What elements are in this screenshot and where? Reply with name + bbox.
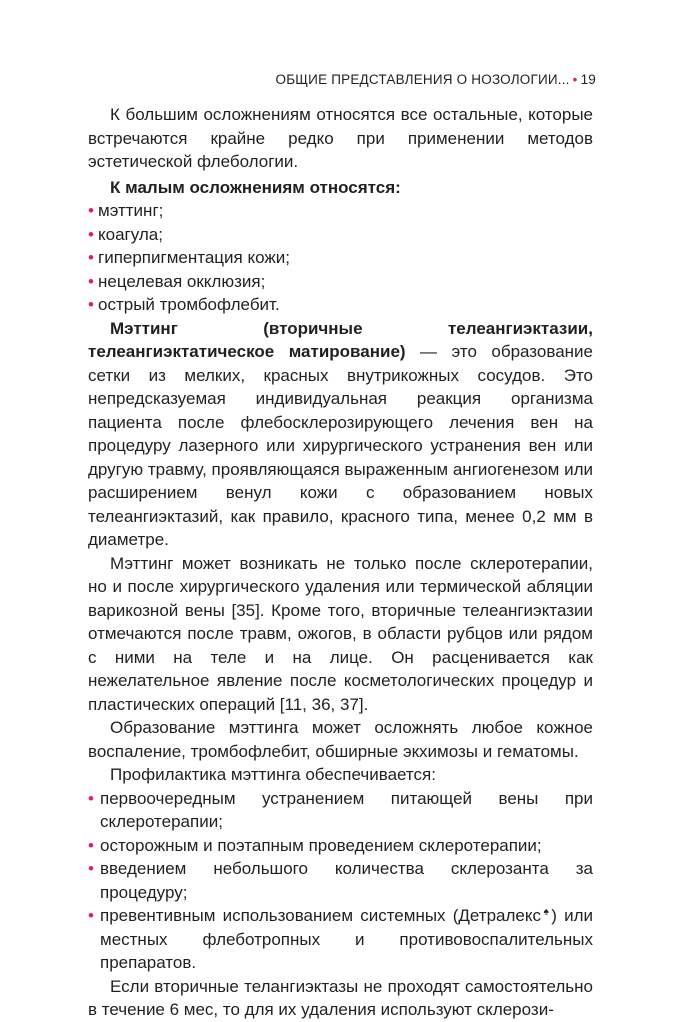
list-item-text: превентивным использованием системных (Детралекс [100,906,541,925]
paragraph-prevention-intro: Профилактика мэттинга обеспечивается: [110,765,436,784]
bullet-icon: • [88,835,94,855]
paragraph-secondary-telangiectasia-treatment: Если вторичные телангиэктазы не проходят самостоятельно в течение 6 мес, то для их удаления используют склерози- [88,976,593,1019]
matting-term: Мэттинг (вторичные телеангиэктазии, телеангиэктатическое матирование) [88,318,593,361]
list-item [88,223,593,247]
body-text [88,103,593,1022]
matting-definition-text: — это образование сетки из мелких, красных внутрикожных сосудов. Это непредсказуемая индивидуальная реакция организма пациента после флебосклерозирующего лечения вен на процедуру лазерного или хирургического устранения вен или другую травму, проявляющаяся выраженным ангиогенезом или расширением венул кожи с образованием новых телеангиэктазий, как правило, красного типа, менее 0,2 мм в диаметре. [88,342,593,549]
list-item-text: острый тромбофлебит. [98,295,280,314]
list-item [88,787,593,834]
paragraph-matting-complicating-factors: Образование мэттинга может осложнять любое кожное воспаление, тромбофлебит, обширные экхимозы и гематомы. [88,718,593,761]
paragraph-major-complications: К большим осложнениям относятся все остальные, которые встречаются крайне редко при применении методов эстетической флебологии. [88,105,593,171]
list-item-text: мэттинг; [98,201,164,220]
page-number: 19 [580,72,596,87]
list-item-text: коагула; [98,224,163,244]
bullet-icon: • [88,271,94,291]
list-item [88,270,593,294]
list-item [88,904,593,975]
bullet-icon: • [88,201,94,220]
paragraph-matting-definition [88,317,593,552]
running-header-title: ОБЩИЕ ПРЕДСТАВЛЕНИЯ О НОЗОЛОГИИ... [275,72,570,87]
list-item-text: введением небольшого количества склерозанта за процедуру; [100,859,593,902]
list-item-text-continued: ) или местных флеботропных и противовоспалительных препаратов. [100,906,593,972]
list-item-text: первоочередным устранением питающей вены при склеротерапии; [100,788,593,831]
minor-complications-list [88,199,593,317]
minor-complications-heading [88,176,593,200]
list-item-text: гиперпигментация кожи; [98,248,290,267]
bullet-icon: • [88,788,94,808]
list-item [88,293,593,317]
bullet-icon: • [88,906,94,925]
header-separator: • [572,72,578,87]
paragraph-matting-causes: Мэттинг может возникать не только после склеротерапии, но и после хирургического удаления или термической абляции варикозной вены [35]. Кроме того, вторичные телеангиэктазии отмечаются после травм, ожогов, в области рубцов или рядом с ними на теле и на лице. Он расценивается как нежелательное явление после косметологических процедур и пластических операций [11, 36, 37]. [88,553,593,714]
bullet-icon: • [88,224,94,244]
list-item [88,857,593,904]
list-item [88,834,593,858]
trademark-mark: ♠ [541,906,552,918]
list-item-text: осторожным и поэтапным проведением склеротерапии; [100,835,542,855]
bullet-icon: • [88,248,94,267]
list-item-text: нецелевая окклюзия; [98,271,266,291]
prevention-list [88,787,593,975]
list-item [88,246,593,270]
bullet-icon: • [88,859,94,878]
running-header [276,72,596,87]
list-item [88,199,593,223]
bullet-icon: • [88,295,94,314]
minor-complications-heading-text: К малым осложнениям относятся: [110,177,401,197]
